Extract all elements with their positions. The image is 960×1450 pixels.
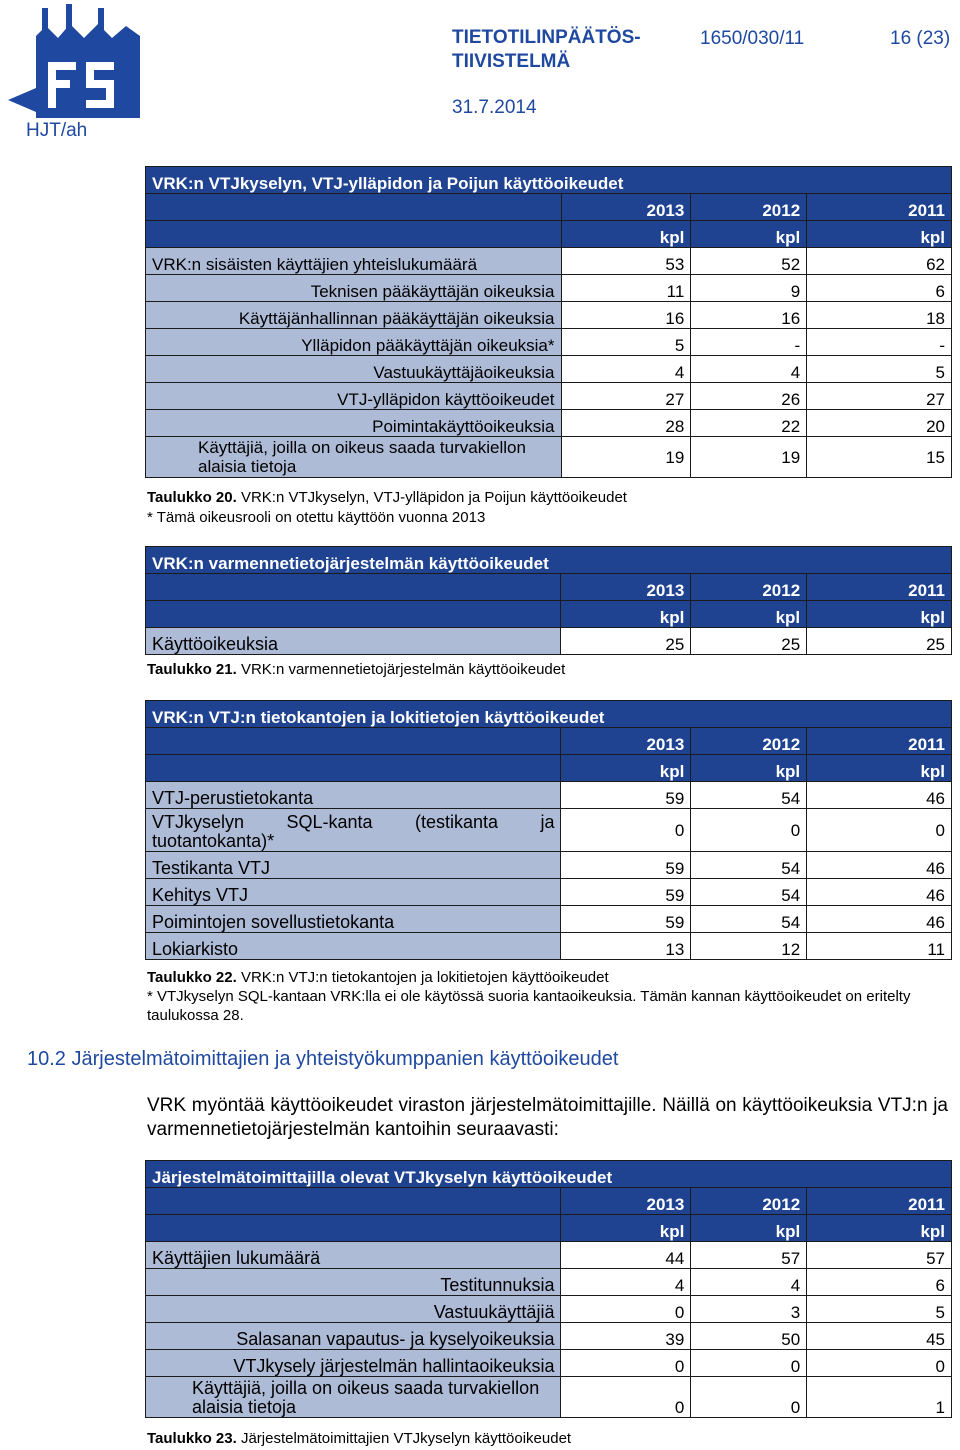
value-2013: 53 [561, 248, 691, 275]
row-label: Salasanan vapautus- ja kyselyoikeuksia [146, 1323, 561, 1350]
table-20-caption [147, 488, 627, 507]
row-label: Käyttäjiä, joilla on oikeus saada turvakiellon alaisia tietoja [146, 1377, 561, 1418]
value-2013: 4 [561, 356, 691, 383]
author-initials: HJT/ah [26, 120, 88, 141]
table-23 [145, 1160, 952, 1418]
value-2011: 11 [807, 933, 952, 960]
value-2011: 62 [807, 248, 952, 275]
year-2013: 2013 [561, 574, 691, 601]
row-label: Käyttäjänhallinnan pääkäyttäjän oikeuksia [146, 302, 562, 329]
unit-label: kpl [691, 755, 807, 782]
value-2012: 57 [691, 1242, 807, 1269]
value-2013: 25 [561, 628, 691, 655]
value-2011: 15 [807, 437, 952, 478]
page-number: 16 (23) [890, 28, 951, 49]
year-2012: 2012 [691, 194, 807, 221]
caption-text: Järjestelmätoimittajien VTJkyselyn käyttöoikeudet [240, 1430, 572, 1447]
table-23-caption [147, 1429, 571, 1448]
row-label: Käyttäjien lukumäärä [146, 1242, 561, 1269]
value-2011: 5 [807, 1296, 952, 1323]
unit-header-row [146, 221, 952, 248]
table-row [146, 628, 952, 655]
value-2011: 45 [807, 1323, 952, 1350]
value-2013: 59 [561, 782, 691, 809]
document-code: 1650/030/11 [700, 28, 805, 49]
value-2012: 26 [691, 383, 807, 410]
value-2013: 4 [561, 1269, 691, 1296]
section-paragraph: VRK myöntää käyttöoikeudet viraston järjestelmätoimittajille. Näillä on käyttöoikeuksia VTJ:n ja varmennetietojärjestelmän kantoihin seuraavasti: [147, 1095, 948, 1140]
table-row [146, 383, 952, 410]
value-2011: 5 [807, 356, 952, 383]
year-2012: 2012 [691, 1188, 807, 1215]
table-20-footnote: * Tämä oikeusrooli on otettu käyttöön vuonna 2013 [147, 509, 486, 526]
value-2011: 27 [807, 383, 952, 410]
row-label: VTJkyselyn SQL-kanta (testikanta ja tuotantokanta)* [146, 809, 561, 852]
year-header-row [146, 728, 952, 755]
value-2013: 0 [561, 1296, 691, 1323]
value-2011: 46 [807, 782, 952, 809]
table-22-caption [147, 968, 609, 987]
value-2012: - [691, 329, 807, 356]
value-2011: 6 [807, 275, 952, 302]
caption-text: VRK:n VTJ:n tietokantojen ja lokitietojen käyttöoikeudet [240, 969, 609, 986]
unit-label: kpl [807, 221, 952, 248]
year-2011: 2011 [807, 574, 952, 601]
value-2011: 6 [807, 1269, 952, 1296]
unit-label: kpl [561, 221, 691, 248]
row-label: Ylläpidon pääkäyttäjän oikeuksia* [146, 329, 562, 356]
row-label: Poimintojen sovellustietokanta [146, 906, 561, 933]
table-row [146, 329, 952, 356]
document-title: TIETOTILINPÄÄTÖS-TIIVISTELMÄ [452, 27, 641, 72]
caption-text: VRK:n VTJkyselyn, VTJ-ylläpidon ja Poijun käyttöoikeudet [240, 489, 627, 506]
value-2011: 46 [807, 906, 952, 933]
year-2013: 2013 [561, 728, 691, 755]
row-label: Vastuukäyttäjiä [146, 1296, 561, 1323]
table-title-row [146, 167, 952, 194]
value-2013: 59 [561, 906, 691, 933]
value-2013: 16 [561, 302, 691, 329]
table-row [146, 782, 952, 809]
caption-number: Taulukko 20. [147, 489, 237, 506]
unit-label: kpl [807, 755, 952, 782]
table-row [146, 410, 952, 437]
year-header-row [146, 1188, 952, 1215]
row-label: VTJ-ylläpidon käyttöoikeudet [146, 383, 562, 410]
year-2013: 2013 [561, 1188, 691, 1215]
value-2013: 27 [561, 383, 691, 410]
value-2012: 0 [691, 1350, 807, 1377]
table-row [146, 1323, 952, 1350]
row-label: Lokiarkisto [146, 933, 561, 960]
table-title: VRK:n VTJ:n tietokantojen ja lokitietojen käyttöoikeudet [146, 701, 952, 728]
table-row [146, 1296, 952, 1323]
unit-label: kpl [691, 601, 807, 628]
row-label: Testitunnuksia [146, 1269, 561, 1296]
table-row [146, 1242, 952, 1269]
unit-label: kpl [807, 601, 952, 628]
unit-label: kpl [691, 1215, 807, 1242]
unit-label: kpl [691, 221, 807, 248]
row-label: Testikanta VTJ [146, 852, 561, 879]
value-2012: 16 [691, 302, 807, 329]
unit-header-row [146, 1215, 952, 1242]
value-2012: 25 [691, 628, 807, 655]
unit-label: kpl [807, 1215, 952, 1242]
unit-label: kpl [561, 755, 691, 782]
unit-label: kpl [561, 1215, 691, 1242]
table-title: VRK:n VTJkyselyn, VTJ-ylläpidon ja Poijun käyttöoikeudet [146, 167, 952, 194]
row-label: Vastuukäyttäjäoikeuksia [146, 356, 562, 383]
value-2013: 39 [561, 1323, 691, 1350]
value-2011: 46 [807, 879, 952, 906]
table-22-footnote: * VTJkyselyn SQL-kantaan VRK:lla ei ole käytössä suoria kantaoikeuksia. Tämän kannan käyttöoikeudet on eritelty taulukossa 28. [147, 988, 911, 1024]
year-2012: 2012 [691, 728, 807, 755]
value-2011: 57 [807, 1242, 952, 1269]
unit-header-row [146, 755, 952, 782]
year-2013: 2013 [561, 194, 691, 221]
caption-text: VRK:n varmennetietojärjestelmän käyttöoikeudet [240, 661, 566, 678]
value-2013: 0 [561, 1377, 691, 1418]
year-header-row [146, 194, 952, 221]
table-row [146, 1350, 952, 1377]
caption-number: Taulukko 23. [147, 1430, 237, 1447]
organization-logo [6, 0, 146, 122]
table-row [146, 933, 952, 960]
table-row [146, 1269, 952, 1296]
value-2011: 20 [807, 410, 952, 437]
row-label: VTJ-perustietokanta [146, 782, 561, 809]
value-2012: 0 [691, 809, 807, 852]
table-title: Järjestelmätoimittajilla olevat VTJkyselyn käyttöoikeudet [146, 1161, 952, 1188]
row-label: Käyttöoikeuksia [146, 628, 561, 655]
row-label: VTJkysely järjestelmän hallintaoikeuksia [146, 1350, 561, 1377]
table-row [146, 906, 952, 933]
value-2011: 1 [807, 1377, 952, 1418]
value-2012: 19 [691, 437, 807, 478]
value-2011: 46 [807, 852, 952, 879]
table-21 [145, 546, 952, 655]
value-2011: 25 [807, 628, 952, 655]
value-2013: 0 [561, 1350, 691, 1377]
document-date: 31.7.2014 [452, 97, 537, 118]
table-row [146, 852, 952, 879]
value-2012: 9 [691, 275, 807, 302]
table-row [146, 1377, 952, 1418]
value-2013: 59 [561, 852, 691, 879]
value-2013: 13 [561, 933, 691, 960]
value-2012: 52 [691, 248, 807, 275]
value-2013: 19 [561, 437, 691, 478]
table-row [146, 809, 952, 852]
year-2012: 2012 [691, 574, 807, 601]
value-2012: 0 [691, 1377, 807, 1418]
year-2011: 2011 [807, 1188, 952, 1215]
value-2012: 54 [691, 879, 807, 906]
year-header-row [146, 574, 952, 601]
table-row [146, 879, 952, 906]
value-2011: 0 [807, 809, 952, 852]
row-label: VRK:n sisäisten käyttäjien yhteislukumäärä [146, 248, 562, 275]
value-2012: 12 [691, 933, 807, 960]
value-2012: 4 [691, 356, 807, 383]
table-row [146, 437, 952, 478]
row-label: Teknisen pääkäyttäjän oikeuksia [146, 275, 562, 302]
table-22 [145, 700, 952, 960]
table-20 [145, 166, 952, 478]
value-2011: 18 [807, 302, 952, 329]
year-2011: 2011 [807, 194, 952, 221]
table-title: VRK:n varmennetietojärjestelmän käyttöoikeudet [146, 547, 952, 574]
row-label: Poimintakäyttöoikeuksia [146, 410, 562, 437]
value-2012: 22 [691, 410, 807, 437]
year-2011: 2011 [807, 728, 952, 755]
unit-label: kpl [561, 601, 691, 628]
value-2013: 59 [561, 879, 691, 906]
value-2013: 11 [561, 275, 691, 302]
table-row [146, 248, 952, 275]
caption-number: Taulukko 22. [147, 969, 237, 986]
table-row [146, 302, 952, 329]
table-row [146, 275, 952, 302]
table-row [146, 356, 952, 383]
value-2011: - [807, 329, 952, 356]
value-2013: 28 [561, 410, 691, 437]
value-2012: 4 [691, 1269, 807, 1296]
row-label: Käyttäjiä, joilla on oikeus saada turvakiellon alaisia tietoja [146, 437, 562, 478]
caption-number: Taulukko 21. [147, 661, 237, 678]
value-2012: 54 [691, 906, 807, 933]
value-2013: 44 [561, 1242, 691, 1269]
value-2013: 0 [561, 809, 691, 852]
value-2012: 50 [691, 1323, 807, 1350]
value-2012: 3 [691, 1296, 807, 1323]
row-label: Kehitys VTJ [146, 879, 561, 906]
value-2011: 0 [807, 1350, 952, 1377]
section-heading: 10.2 Järjestelmätoimittajien ja yhteistyökumppanien käyttöoikeudet [27, 1048, 619, 1070]
value-2012: 54 [691, 852, 807, 879]
value-2012: 54 [691, 782, 807, 809]
value-2013: 5 [561, 329, 691, 356]
table-21-caption [147, 660, 565, 679]
unit-header-row [146, 601, 952, 628]
